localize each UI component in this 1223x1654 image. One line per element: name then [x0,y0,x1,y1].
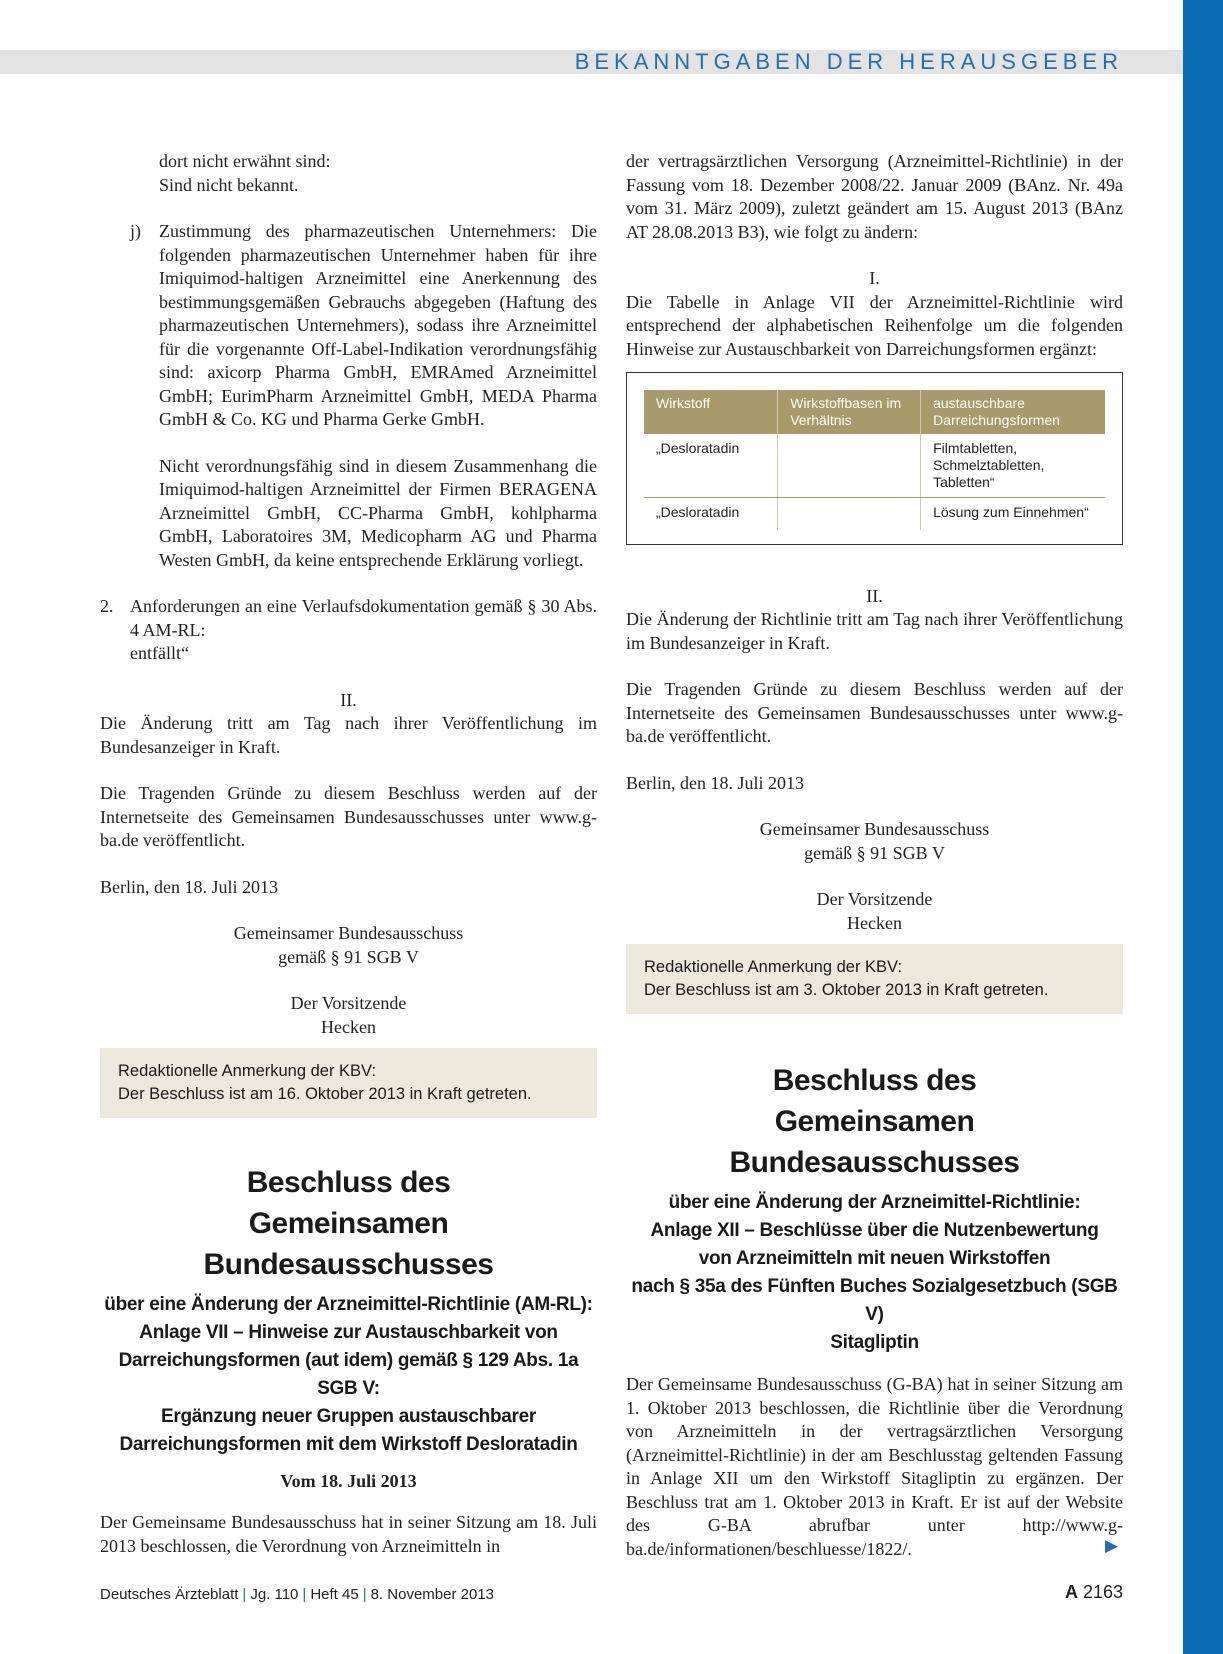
resolution-subtitle-3: von Arzneimitteln mit neuen Wirkstoffen [698,1248,1051,1269]
table-row [644,498,1105,530]
page-number-value: 2163 [1082,1582,1123,1602]
table-cell: „Desloratadin [644,434,778,498]
editorial-note-title: Redaktionelle Anmerkung der KBV: [118,1062,377,1080]
paragraph-reasons: Die Tragenden Gründe zu diesem Beschluss werden auf der Internetseite des Gemeinsamen Bundesausschusses unter www.g-ba.de veröffentlicht. [626,679,1123,746]
table-cell: „Desloratadin [656,504,740,520]
table-header: Wirkstoffbasen im Verhältnis [778,390,921,434]
resolution-subtitle-5: Darreichungsformen mit dem Wirkstoff Desloratadin [119,1434,578,1455]
place-date: Berlin, den 18. Juli 2013 [626,772,804,793]
list-item-text: Zustimmung des pharmazeutischen Unternehmers: Die folgenden pharmazeutischen Unternehmer haben für ihre Imiquimod-haltigen Arzneimittel eine Anerkennung des bestimmungsgemäßen Gebrauchs abgegeben (Haftung des pharmazeutischen Unternehmers), sodass ihre Arzneimittel für die vorgenannte Off-Label-Indikation verordnungsfähig sind: axicorp Pharma GmbH, EMRAmed Arzneimittel GmbH; EurimPharm Arzneimittel GmbH, MEDA Pharma GmbH & Co. KG und Pharma Gerke GmbH. [159,221,597,429]
editorial-note-text: Der Beschluss ist am 16. Oktober 2013 in Kraft getreten. [118,1085,532,1103]
editorial-note-title: Redaktionelle Anmerkung der KBV: [644,958,903,976]
list-item-value: entfällt“ [130,643,189,663]
resolution-title-line-1: Beschluss des [246,1166,451,1199]
paragraph-effective: Die Änderung tritt am Tag nach ihrer Veröffentlichung im Bundesanzeiger in Kraft. [100,713,597,757]
signature-name: Hecken [847,912,902,933]
editorial-note [100,1048,597,1118]
resolution-subtitle-4: nach § 35a des Fünften Buches Sozialgesetzbuch (SGB V) [631,1276,1118,1325]
signature-name: Hecken [321,1016,376,1037]
left-column [100,150,597,1558]
list-item-label: j) [130,221,141,241]
paragraph-effective: Die Änderung der Richtlinie tritt am Tag nach ihrer Veröffentlichung im Bundesanzeiger in Kraft. [626,609,1123,653]
table-cell [778,498,921,530]
list-item-text-2: Nicht verordnungsfähig sind in diesem Zusammenhang die Imiquimod-haltigen Arzneimittel der Firmen BERAGENA Arzneimittel GmbH, CC-Pharma GmbH, kohlpharma GmbH, Laboratoires 3M, Medicopharm AG und Pharma Westen GmbH, da keine entsprechende Erklärung vorliegt. [159,455,597,570]
resolution-subtitle-4: Ergänzung neuer Gruppen austauschbarer [160,1406,536,1427]
resolution-subtitle-1: über eine Änderung der Arzneimittel-Richtlinie: [668,1192,1081,1213]
resolution-body: Der Gemeinsame Bundesausschuss (G-BA) hat in seiner Sitzung am 1. Oktober 2013 beschlossen, die Richtlinie über die Verordnung von Arzneimitteln in der vertragsärztlichen Versorgung (Arzneimittel-Richtlinie) in der am Beschlusstag geltenden Fassung in Anlage XII um den Wirkstoff Sitagliptin zu ergänzen. Der Beschluss trat am 1. Oktober 2013 in Kraft. Er ist auf der Website des G-BA abrufbar unter http://www.g-ba.de/informationen/beschluesse/1822/. [626,1374,1123,1559]
resolution-subtitle-5: Sitagliptin [830,1332,919,1353]
signature-org: Gemeinsamer Bundesausschuss [759,819,990,839]
substance-table [644,390,1105,530]
table-header: Wirkstoff [644,390,778,434]
signature-org: Gemeinsamer Bundesausschuss [233,923,464,943]
list-item-text: Anforderungen an eine Verlaufsdokumentation gemäß § 30 Abs. 4 AM-RL: [130,596,597,640]
continuation-paragraph: der vertragsärztlichen Versorgung (Arzneimittel-Richtlinie) in der Fassung vom 18. Dezember 2008/22. Januar 2009 (BAnz. Nr. 49a vom 31. März 2009), zuletzt geändert am 15. August 2013 (BAnz AT 28.08.2013 B3), wie folgt zu ändern: [626,151,1123,242]
continue-arrow-icon: ▶ [1105,1536,1119,1555]
table-cell: Filmtabletten, Schmelztabletten, Tabletten“ [921,434,1105,498]
resolution-subtitle-2: Anlage VII – Hinweise zur Austauschbarkeit von [139,1322,558,1343]
substance-table-box [626,372,1123,545]
right-column [626,150,1123,1561]
journal-volume: Jg. 110 [250,1586,299,1603]
signature-org-law: gemäß § 91 SGB V [804,842,945,863]
resolution-title-line-2: Gemeinsamen Bundesausschusses [729,1105,1020,1179]
table-intro: Die Tabelle in Anlage VII der Arzneimittel-Richtlinie wird entsprechend der alphabetischen Reihenfolge um die folgenden Hinweise zur Austauschbarkeit von Darreichungsformen ergänzt: [626,291,1123,359]
continuation-line-2: Sind nicht bekannt. [159,174,299,195]
table-row [644,434,1105,498]
journal-issue: Heft 45 [310,1586,359,1603]
list-item-label: 2. [100,596,114,616]
resolution-subtitle-1: über eine Änderung der Arzneimittel-Richtlinie (AM-RL): [104,1294,593,1315]
page-number [1065,1582,1123,1603]
editorial-note-text: Der Beschluss ist am 3. Oktober 2013 in Kraft getreten. [644,981,1049,999]
resolution-heading [100,1162,597,1459]
signature-role: Der Vorsitzende [816,889,933,909]
journal-date: 8. November 2013 [370,1586,494,1603]
side-color-bar [1183,0,1223,1654]
footer-citation: Deutsches Ärzteblatt | Jg. 110 | Heft 45 | 8. November 2013 [100,1586,494,1603]
table-cell: Lösung zum Einnehmen“ [921,498,1105,530]
table-cell [778,434,921,498]
list-item-j [100,220,597,572]
signature-org-law: gemäß § 91 SGB V [278,946,419,967]
resolution-title-line-2: Gemeinsamen Bundesausschusses [203,1207,494,1281]
place-date: Berlin, den 18. Juli 2013 [100,876,278,897]
continuation-line-1: dort nicht erwähnt sind: [159,151,331,171]
resolution-date: Vom 18. Juli 2013 [280,1471,417,1491]
signature-role: Der Vorsitzende [290,993,407,1013]
section-header: BEKANNTGABEN DER HERAUSGEBER [574,49,1123,74]
paragraph-reasons: Die Tragenden Gründe zu diesem Beschluss werden auf der Internetseite des Gemeinsamen Bundesausschusses unter www.g-ba.de veröffentlicht. [100,783,597,850]
editorial-note [626,944,1123,1014]
journal-name: Deutsches Ärzteblatt [100,1586,239,1603]
page-prefix: A [1064,1582,1078,1602]
resolution-body: Der Gemeinsame Bundesausschuss hat in seiner Sitzung am 18. Juli 2013 beschlossen, die Verordnung von Arzneimitteln in [100,1512,597,1556]
table-header: austauschbare Darreichungsformen [921,390,1105,434]
list-item-2 [100,595,597,666]
section-numeral: II. [866,585,883,606]
section-numeral: II. [340,689,357,710]
resolution-title-line-1: Beschluss des [772,1064,977,1097]
resolution-heading [626,1060,1123,1357]
section-numeral: I. [869,268,880,288]
resolution-subtitle-2: Anlage XII – Beschlüsse über die Nutzenbewertung [650,1220,1099,1241]
resolution-subtitle-3: Darreichungsformen (aut idem) gemäß § 129 Abs. 1a SGB V: [118,1350,579,1399]
